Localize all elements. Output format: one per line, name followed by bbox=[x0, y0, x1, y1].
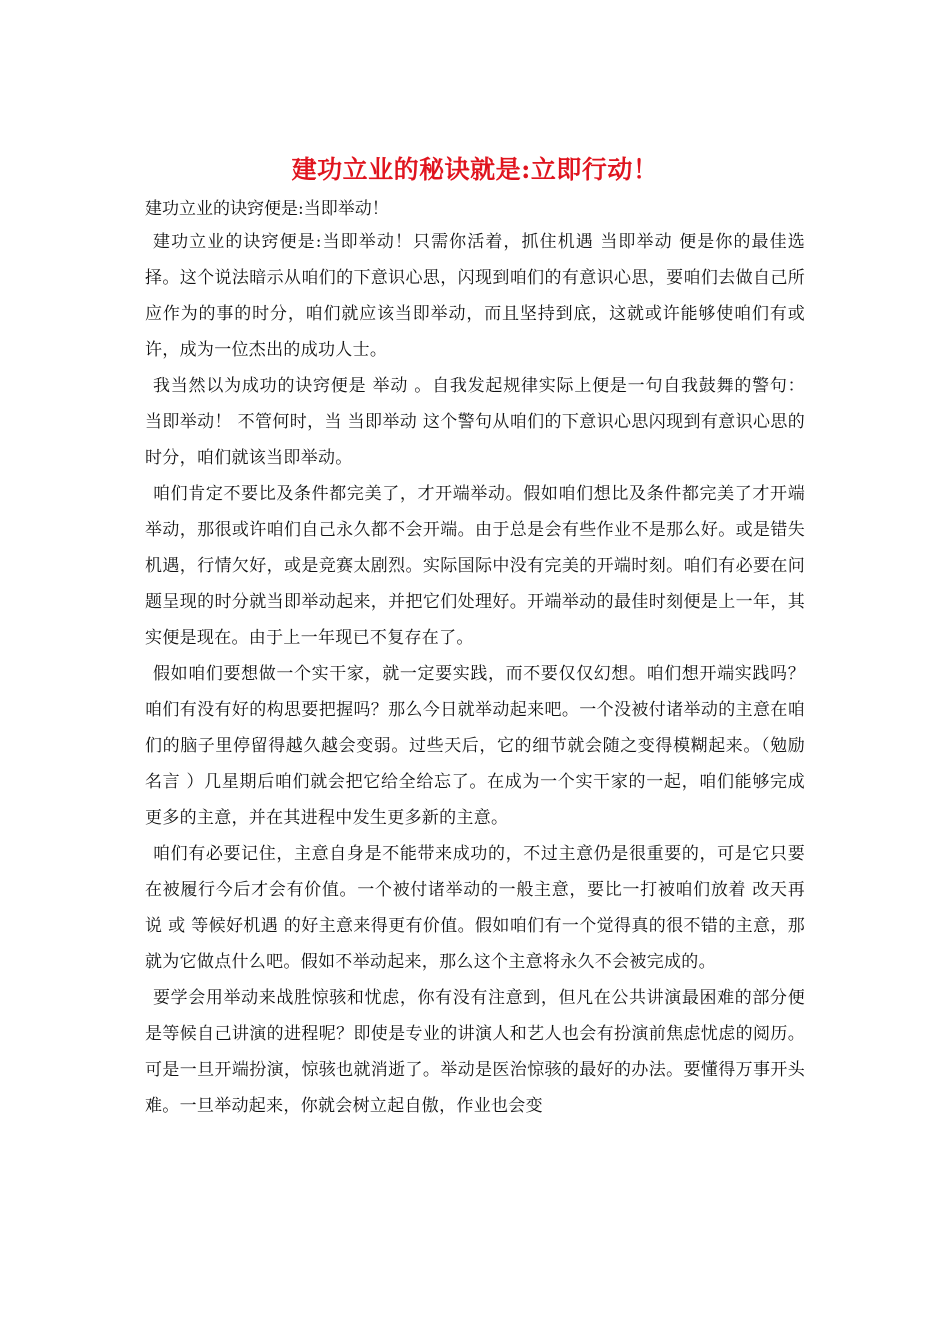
document-page bbox=[145, 150, 805, 1124]
paragraph-5: 咱们有必要记住，主意自身是不能带来成功的，不过主意仍是很重要的，可是它只要在被履行今后才会有价值。一个被付诸举动的一般主意，要比一打被咱们放着 改天再说 或 等候好机遇 的好主意来得更有价值。假如咱们有一个觉得真的很不错的主意，那就为它做点什么吧。假如不举动起来，那么这个主意将永久不会被完成的。 bbox=[145, 844, 805, 972]
paragraph-3: 咱们肯定不要比及条件都完美了，才开端举动。假如咱们想比及条件都完美了才开端举动，那很或许咱们自己永久都不会开端。由于总是会有些作业不是那么好。或是错失机遇，行情欠好，或是竞赛太剧烈。实际国际中没有完美的开端时刻。咱们有必要在问题呈现的时分就当即举动起来，并把它们处理好。开端举动的最佳时刻便是上一年，其实便是现在。由于上一年现已不复存在了。 bbox=[145, 484, 805, 648]
paragraph-6: 要学会用举动来战胜惊骇和忧虑，你有没有注意到，但凡在公共讲演最困难的部分便是等候自己讲演的进程呢？即使是专业的讲演人和艺人也会有扮演前焦虑忧虑的阅历。可是一旦开端扮演，惊骇也就消逝了。举动是医治惊骇的最好的办法。要懂得万事开头难。一旦举动起来，你就会树立起自傲，作业也会变 bbox=[145, 988, 805, 1116]
paragraph-1: 建功立业的诀窍便是:当即举动！只需你活着，抓住机遇 当即举动 便是你的最佳选择。这个说法暗示从咱们的下意识心思，闪现到咱们的有意识心思，要咱们去做自己所应作为的事的时分，咱们就应该当即举动，而且坚持到底，这就或许能够使咱们有或许，成为一位杰出的成功人士。 bbox=[145, 232, 805, 360]
paragraph-4: 假如咱们要想做一个实干家，就一定要实践，而不要仅仅幻想。咱们想开端实践吗？咱们有没有好的构思要把握吗？那么今日就举动起来吧。一个没被付诸举动的主意在咱们的脑子里停留得越久越会变弱。过些天后，它的细节就会随之变得模糊起来。（勉励名言 ）几星期后咱们就会把它给全给忘了。在成为一个实干家的一起，咱们能够完成更多的主意，并在其进程中发生更多新的主意。 bbox=[145, 664, 805, 828]
page-title: 建功立业的秘诀就是:立即行动！ bbox=[291, 155, 659, 184]
paragraph-2: 我当然以为成功的诀窍便是 举动 。自我发起规律实际上便是一句自我鼓舞的警句： 当即举动！ 不管何时，当 当即举动 这个警句从咱们的下意识心思闪现到有意识心思的时分，咱们就该当即举动。 bbox=[145, 376, 805, 468]
subtitle-line: 建功立业的诀窍便是:当即举动！ bbox=[145, 199, 389, 219]
